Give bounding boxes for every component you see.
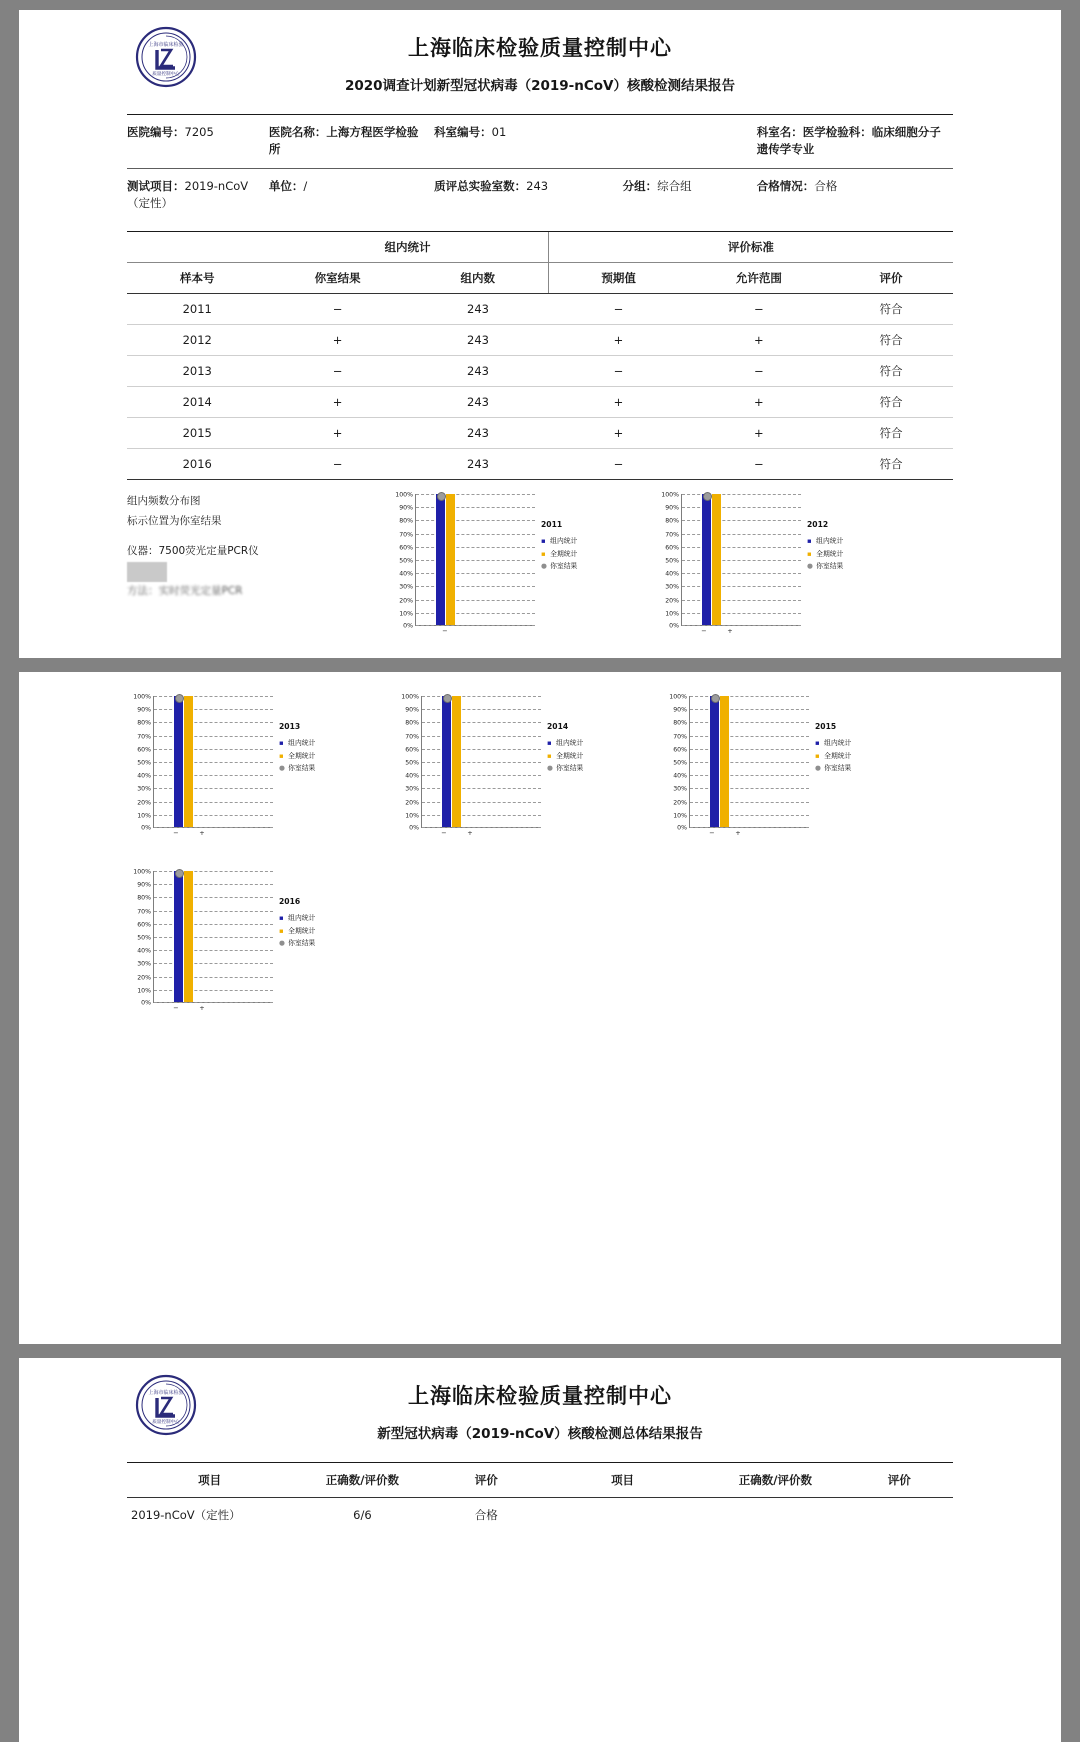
bar-group (702, 494, 711, 625)
chart-area-page-2 (127, 694, 953, 1024)
cell-range: + (689, 387, 829, 418)
ytick: 0% (141, 999, 151, 1007)
legend-item: ▪ 全期统计 (547, 751, 584, 760)
cell-your-result: + (267, 418, 407, 449)
xtick: + (467, 829, 473, 837)
xtick: + (727, 627, 733, 635)
cell-group-n: 243 (408, 356, 548, 387)
chart-2015 (663, 694, 878, 844)
lab-count-cell (434, 178, 622, 213)
page-title: 上海临床检验质量控制中心 (408, 36, 672, 60)
results-group-header-row (127, 232, 953, 263)
cell-group-n: 243 (408, 325, 548, 356)
col-evaluation: 评价 (829, 263, 953, 294)
ytick: 30% (137, 960, 151, 968)
ytick: 40% (665, 570, 679, 578)
cell-group-n: 243 (408, 418, 548, 449)
ytick: 50% (137, 934, 151, 942)
page-title: 上海临床检验质量控制中心 (408, 1384, 672, 1408)
xtick: − (173, 1004, 179, 1012)
page-1-content (127, 10, 953, 667)
ytick: 20% (399, 597, 413, 605)
col-range: 允许范围 (689, 263, 829, 294)
legend-item: ▪ 组内统计 (807, 537, 844, 546)
legend-item: ● 你室结果 (547, 764, 584, 773)
col-group-n: 组内数 (408, 263, 548, 294)
cell-your-result: − (267, 294, 407, 325)
legend-item: ▪ 全期统计 (541, 549, 578, 558)
table-row (127, 356, 953, 387)
hospital-name-cell (269, 124, 434, 159)
ytick: 0% (141, 824, 151, 832)
bar-all (720, 696, 729, 827)
legend-item: ▪ 组内统计 (279, 739, 316, 748)
cell-group-n: 243 (408, 449, 548, 480)
group-value: 综合组 (657, 178, 692, 193)
ytick: 40% (137, 947, 151, 955)
col-score: 正确数/评价数 (292, 1463, 432, 1498)
group-header-criteria: 评价标准 (548, 232, 953, 263)
chart-2016-legend (279, 895, 315, 950)
ytick: 10% (673, 812, 687, 820)
chart-2013 (127, 694, 342, 844)
chart-2011 (389, 492, 604, 642)
chart-2014 (395, 694, 610, 844)
chart-title: 2011 (541, 520, 563, 529)
chart-title: 2013 (279, 722, 301, 731)
ytick: 30% (665, 583, 679, 591)
ytick: 70% (673, 733, 687, 741)
svg-text:上海市临床检验: 上海市临床检验 (148, 42, 184, 48)
page-3 (19, 1358, 1061, 1742)
ytick: 50% (673, 759, 687, 767)
legend-item: ▪ 全期统计 (279, 751, 316, 760)
bar-group (174, 696, 183, 827)
cell-your-result: − (267, 356, 407, 387)
col-sample: 样本号 (127, 263, 267, 294)
ytick: 30% (673, 785, 687, 793)
svg-text:上海市临床检验: 上海市临床检验 (148, 1390, 184, 1396)
page-2-content (127, 694, 953, 1024)
chart-2012-legend (807, 518, 843, 573)
cell-range: + (689, 325, 829, 356)
qualified-label: 合格情况： (756, 178, 815, 193)
chart-2016-plot (133, 868, 273, 1012)
svg-text:质量控制中心: 质量控制中心 (152, 72, 180, 77)
summary-table (127, 1463, 953, 1532)
ytick: 60% (665, 544, 679, 552)
organization-logo-icon (135, 1374, 197, 1436)
document-header-page-3 (127, 1358, 953, 1452)
table-row (127, 1498, 953, 1533)
cell-evaluation: 符合 (829, 356, 953, 387)
results-column-header-row (127, 263, 953, 294)
hospital-name-value: 上海方程医学检验所 (268, 125, 419, 157)
cell-expected: − (548, 449, 688, 480)
qualified-value: 合格 (814, 178, 838, 193)
ytick: 0% (403, 622, 413, 630)
ytick: 70% (405, 733, 419, 741)
ytick: 50% (665, 557, 679, 565)
ytick: 10% (405, 812, 419, 820)
bar-group (710, 696, 719, 827)
chart-2015-plot (669, 693, 809, 837)
cell-evaluation: 符合 (829, 449, 953, 480)
ytick: 40% (405, 772, 419, 780)
bar-group (174, 871, 183, 1002)
cell-range: − (689, 294, 829, 325)
legend-item: ● 你室结果 (279, 764, 316, 773)
table-row (127, 294, 953, 325)
cell-expected: + (548, 325, 688, 356)
ytick: 10% (665, 610, 679, 618)
ytick: 0% (677, 824, 687, 832)
cell-expected: + (548, 418, 688, 449)
ytick: 50% (405, 759, 419, 767)
bar-group (436, 494, 445, 625)
col-your-result: 你室结果 (267, 263, 407, 294)
chart-2013-legend (279, 720, 315, 775)
col-score-2: 正确数/评价数 (705, 1463, 845, 1498)
xtick: − (442, 627, 448, 635)
xtick: − (441, 829, 447, 837)
legend-item: ● 你室结果 (541, 562, 578, 571)
cell-sample: 2016 (127, 449, 267, 480)
dept-name-value: 医学检验科：临床细胞分子遗传学专业 (756, 125, 941, 157)
chart-2015-legend (815, 720, 851, 775)
ytick: 30% (137, 785, 151, 793)
dept-name-cell (757, 124, 953, 159)
dept-no-value: 01 (491, 125, 507, 139)
info-row-2 (127, 169, 953, 222)
legend-item: ▪ 全期统计 (807, 549, 844, 558)
ytick: 50% (399, 557, 413, 565)
info-row-1 (127, 115, 953, 168)
ytick: 40% (399, 570, 413, 578)
cell-group-n: 243 (408, 387, 548, 418)
col-item: 项目 (127, 1463, 292, 1498)
unit-value: / (303, 178, 308, 193)
note-line-2: 标示位置为你室结果 (127, 514, 222, 527)
hospital-no-label: 医院编号： (127, 125, 185, 139)
ytick: 80% (137, 719, 151, 727)
xtick: − (709, 829, 715, 837)
test-item-label: 测试项目： (127, 178, 185, 193)
svg-text:质量控制中心: 质量控制中心 (152, 1420, 180, 1425)
legend-item: ▪ 全期统计 (815, 751, 852, 760)
page-subtitle: 新型冠状病毒（2019-nCoV）核酸检测总体结果报告 (377, 1426, 703, 1442)
ytick: 20% (137, 799, 151, 807)
test-item-value: 2019-nCoV（定性） (127, 178, 249, 210)
page-2 (19, 672, 1061, 1344)
chart-title: 2015 (815, 722, 837, 731)
cell-sample: 2015 (127, 418, 267, 449)
chart-2013-plot (133, 693, 273, 837)
cell-sample: 2011 (127, 294, 267, 325)
legend-item: ▪ 全期统计 (279, 926, 316, 935)
cell-sample: 2013 (127, 356, 267, 387)
cell-evaluation: 符合 (829, 294, 953, 325)
ytick: 70% (399, 531, 413, 539)
xtick: − (173, 829, 179, 837)
chart-2011-plot (395, 491, 535, 635)
cell-eval-2 (846, 1498, 953, 1533)
cell-range: + (689, 418, 829, 449)
ytick: 90% (673, 706, 687, 714)
spacer-cell (623, 124, 757, 159)
legend-item: ● 你室结果 (807, 562, 844, 571)
cell-score-2 (705, 1498, 845, 1533)
ytick: 20% (673, 799, 687, 807)
ytick: 100% (401, 693, 419, 701)
ytick: 30% (405, 785, 419, 793)
ytick: 60% (673, 746, 687, 754)
ytick: 90% (137, 706, 151, 714)
cell-sample: 2012 (127, 325, 267, 356)
chart-2012 (655, 492, 870, 642)
ytick: 10% (137, 987, 151, 995)
xtick: + (199, 829, 205, 837)
xtick: + (199, 1004, 205, 1012)
cell-your-result: + (267, 387, 407, 418)
bar-all (446, 494, 455, 625)
lab-count-label: 质评总实验室数： (434, 178, 527, 193)
cell-sample: 2014 (127, 387, 267, 418)
ytick: 60% (405, 746, 419, 754)
dept-no-cell (434, 124, 622, 159)
cell-evaluation: 符合 (829, 418, 953, 449)
marker-your-result (443, 694, 452, 703)
cell-expected: − (548, 356, 688, 387)
ytick: 90% (405, 706, 419, 714)
lab-count-value: 243 (526, 178, 549, 193)
bar-all (452, 696, 461, 827)
ytick: 100% (669, 693, 687, 701)
marker-your-result (703, 492, 712, 501)
ytick: 80% (665, 517, 679, 525)
ytick: 70% (137, 733, 151, 741)
unit-cell (269, 178, 434, 213)
cell-eval: 合格 (474, 1508, 498, 1522)
test-item-cell (127, 178, 269, 213)
cell-group-n: 243 (408, 294, 548, 325)
ytick: 40% (673, 772, 687, 780)
hospital-no-cell (127, 124, 269, 159)
dept-no-label: 科室编号： (434, 125, 492, 139)
chart-title: 2016 (279, 897, 301, 906)
results-table (127, 232, 953, 480)
ytick: 70% (665, 531, 679, 539)
ytick: 0% (409, 824, 419, 832)
ytick: 40% (137, 772, 151, 780)
page-subtitle: 2020调查计划新型冠状病毒（2019-nCoV）核酸检测结果报告 (345, 78, 735, 94)
group-header-internal: 组内统计 (267, 232, 548, 263)
redacted-bar (127, 562, 377, 582)
legend-item: ▪ 组内统计 (279, 914, 316, 923)
table-row (127, 449, 953, 480)
page-1 (19, 10, 1061, 658)
organization-logo-icon (135, 26, 197, 88)
bar-all (184, 696, 193, 827)
cell-range: − (689, 356, 829, 387)
table-row (127, 325, 953, 356)
chart-2014-legend (547, 720, 583, 775)
xtick: − (701, 627, 707, 635)
chart-area-page-1 (127, 492, 953, 667)
marker-your-result (711, 694, 720, 703)
chart-2014-plot (401, 693, 541, 837)
table-row (127, 418, 953, 449)
cell-range: − (689, 449, 829, 480)
ytick: 70% (137, 908, 151, 916)
group-cell (623, 178, 757, 213)
legend-item: ▪ 组内统计 (547, 739, 584, 748)
ytick: 100% (661, 491, 679, 499)
marker-your-result (437, 492, 446, 501)
ytick: 80% (137, 894, 151, 902)
legend-item: ● 你室结果 (815, 764, 852, 773)
chart-2016 (127, 869, 342, 1019)
cell-item-2 (540, 1498, 705, 1533)
cell-evaluation: 符合 (829, 325, 953, 356)
ytick: 30% (399, 583, 413, 591)
chart-title: 2014 (547, 722, 569, 731)
col-item-2: 项目 (540, 1463, 705, 1498)
bar-all (712, 494, 721, 625)
ytick: 90% (137, 881, 151, 889)
note-line-1: 组内频数分布图 (127, 495, 201, 507)
ytick: 20% (665, 597, 679, 605)
marker-your-result (175, 694, 184, 703)
page-3-content (127, 1358, 953, 1532)
chart-title: 2012 (807, 520, 829, 529)
ytick: 60% (137, 746, 151, 754)
cell-your-result: + (267, 325, 407, 356)
ytick: 90% (665, 504, 679, 512)
ytick: 90% (399, 504, 413, 512)
ytick: 20% (137, 974, 151, 982)
legend-item: ▪ 组内统计 (541, 537, 578, 546)
cell-expected: + (548, 387, 688, 418)
hospital-no-value: 7205 (184, 125, 214, 139)
ytick: 10% (399, 610, 413, 618)
ytick: 100% (133, 868, 151, 876)
chart-notes (127, 492, 377, 602)
ytick: 50% (137, 759, 151, 767)
hospital-name-label: 医院名称： (268, 125, 327, 139)
xtick: + (735, 829, 741, 837)
cell-score: 6/6 (353, 1508, 372, 1522)
chart-2012-plot (661, 491, 801, 635)
ytick: 60% (137, 921, 151, 929)
ytick: 60% (399, 544, 413, 552)
unit-label: 单位： (268, 178, 304, 193)
ytick: 20% (405, 799, 419, 807)
cell-item: 2019-nCoV（定性） (131, 1508, 241, 1522)
legend-item: ● 你室结果 (279, 939, 316, 948)
cell-evaluation: 符合 (829, 387, 953, 418)
col-eval-2: 评价 (846, 1463, 953, 1498)
ytick: 80% (673, 719, 687, 727)
ytick: 100% (395, 491, 413, 499)
ytick: 80% (399, 517, 413, 525)
bar-all (184, 871, 193, 1002)
chart-2011-legend (541, 518, 577, 573)
col-eval: 评价 (433, 1463, 540, 1498)
ytick: 80% (405, 719, 419, 727)
note-line-3: 仪器：7500荧光定量PCR仪 (127, 544, 259, 557)
marker-your-result (175, 869, 184, 878)
document-header (127, 10, 953, 104)
group-header-blank (127, 232, 267, 263)
note-line-4: 方法：实时荧光定量PCR (127, 584, 243, 597)
ytick: 10% (137, 812, 151, 820)
legend-item: ▪ 组内统计 (815, 739, 852, 748)
bar-group (442, 696, 451, 827)
col-expected: 预期值 (548, 263, 688, 294)
ytick: 100% (133, 693, 151, 701)
table-row (127, 387, 953, 418)
ytick: 0% (669, 622, 679, 630)
dept-name-label: 科室名： (756, 125, 803, 139)
summary-header-row (127, 1463, 953, 1498)
qualified-cell (757, 178, 953, 213)
cell-your-result: − (267, 449, 407, 480)
group-label: 分组： (622, 178, 658, 193)
cell-expected: − (548, 294, 688, 325)
